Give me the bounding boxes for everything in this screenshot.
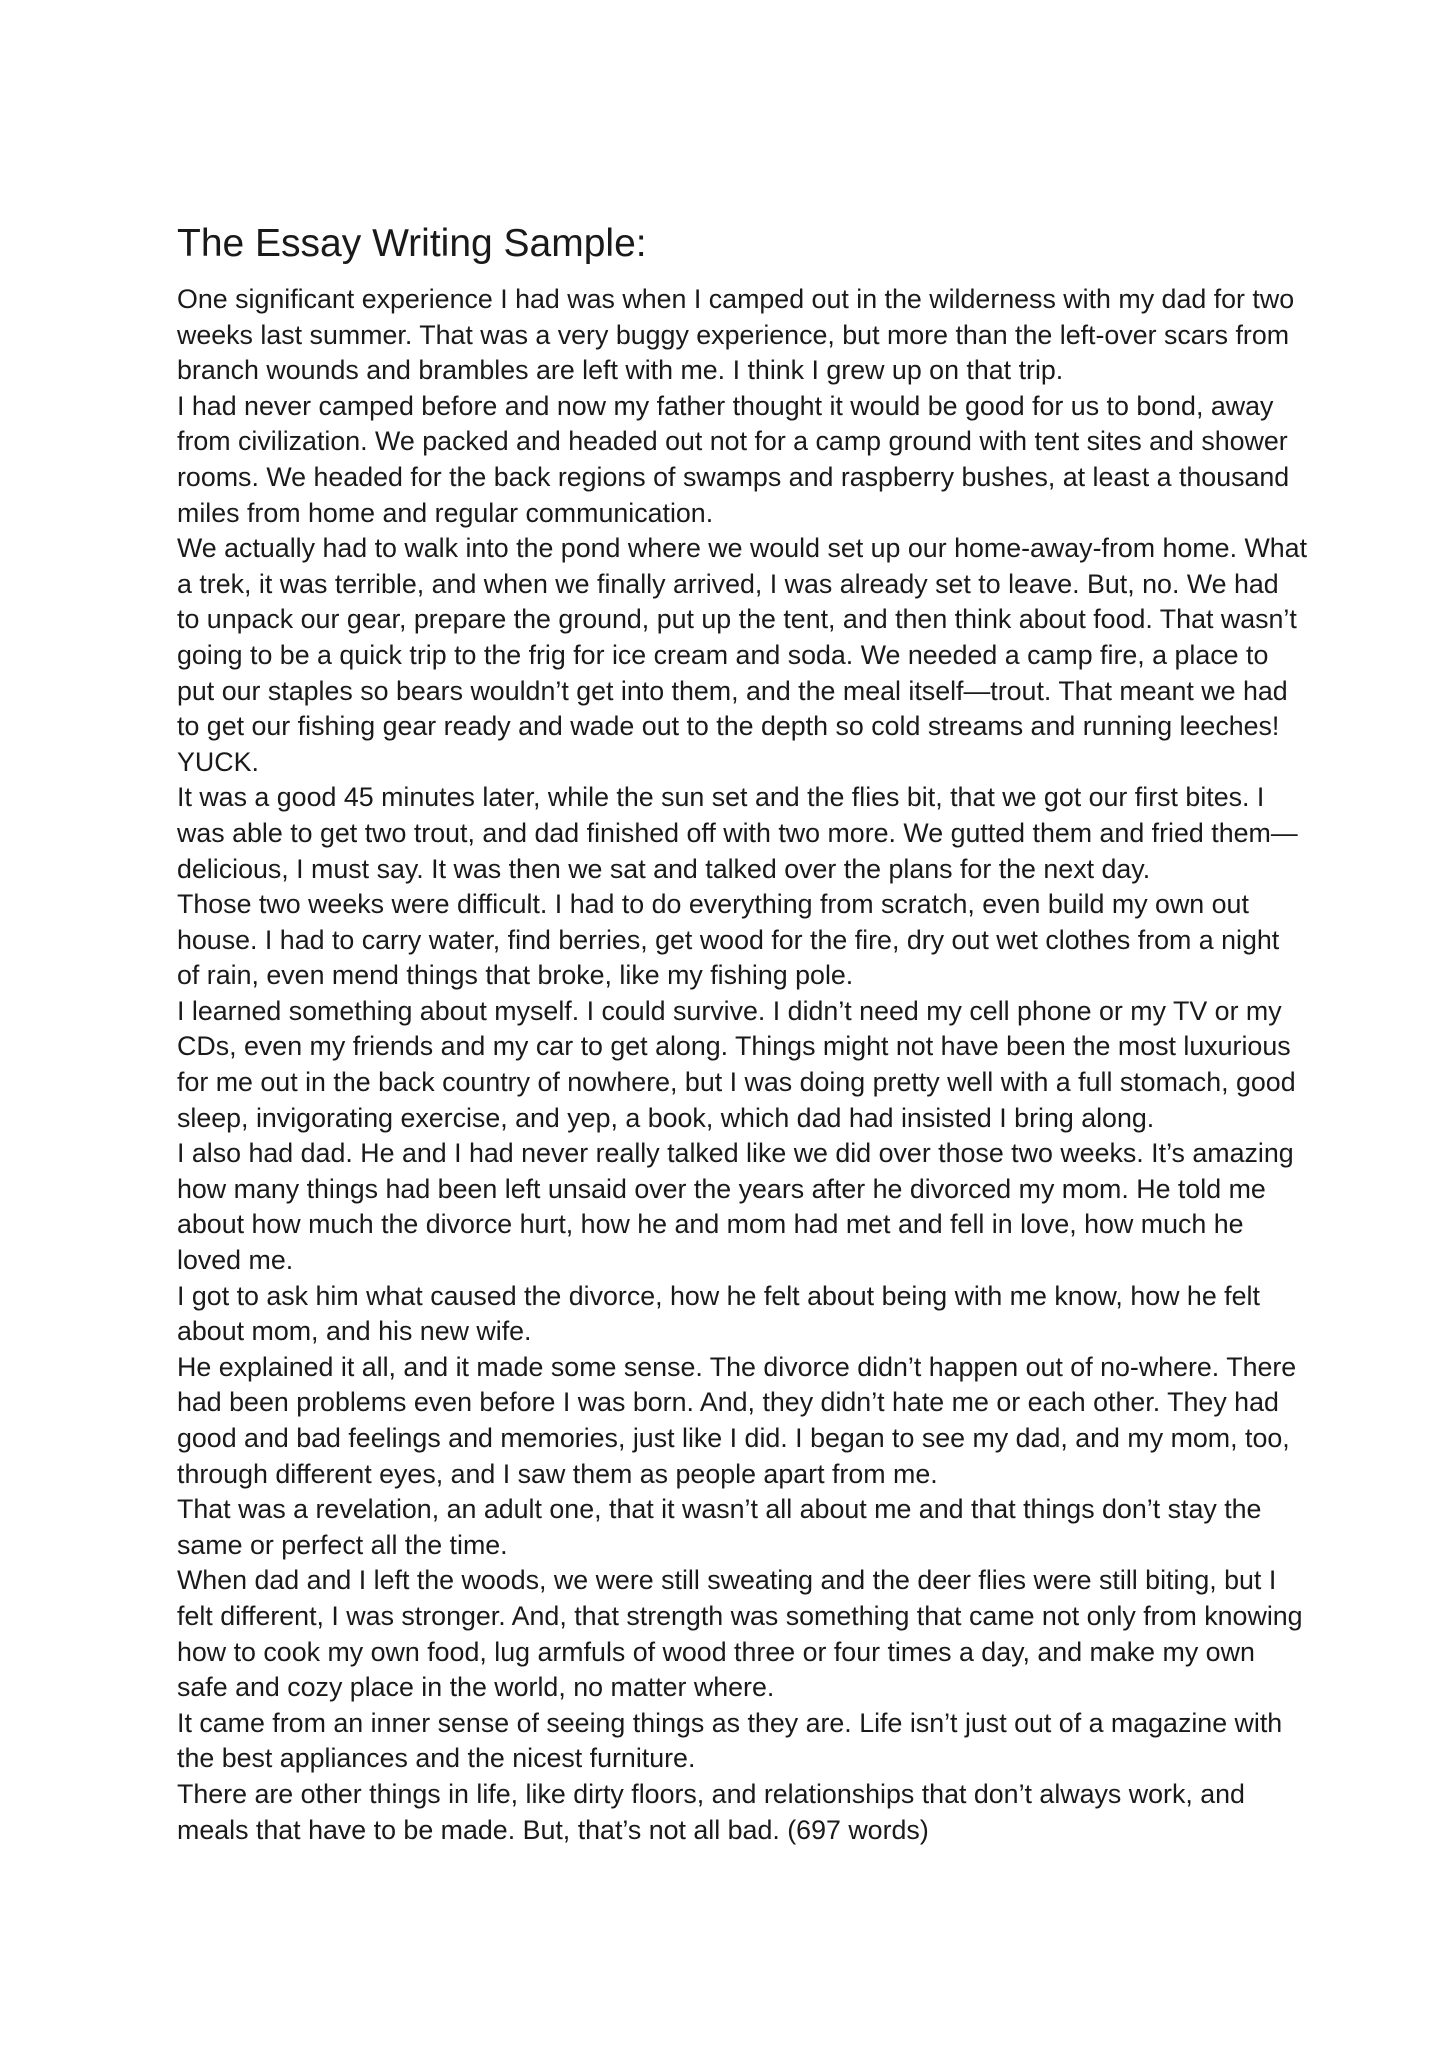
essay-paragraph-1: One significant experience I had was when I camped out in the wilderness with my dad for two weeks last summer. That was a very buggy experience, but more than the left-over scars from branch wounds and brambles are left with me. I think I grew up on that trip. <box>177 284 1295 386</box>
essay-paragraph-10: That was a revelation, an adult one, that it wasn’t all about me and that things don’t stay the same or perfect all the time. <box>177 1494 1262 1560</box>
essay-paragraph-2: I had never camped before and now my father thought it would be good for us to bond, away from civilization. We packed and headed out not for a camp ground with tent sites and shower rooms. We headed for the back regions of swamps and raspberry bushes, at least a thousand miles from home and regular communication. <box>177 390 1290 528</box>
essay-paragraph-7: I also had dad. He and I had never really talked like we did over those two weeks. It’s amazing how many things had been left unsaid over the years after he divorced my mom. He told me about how much the divorce hurt, how he and mom had met and fell in love, how much he loved me. <box>177 1138 1294 1276</box>
essay-paragraph-5: Those two weeks were difficult. I had to do everything from scratch, even build my own out house. I had to carry water, find berries, get wood for the fire, dry out wet clothes from a night of rain, even mend things that broke, like my fishing pole. <box>177 889 1280 991</box>
essay-paragraph-8: I got to ask him what caused the divorce, how he felt about being with me know, how he felt about mom, and his new wife. <box>177 1280 1260 1347</box>
essay-paragraph-4: It was a good 45 minutes later, while the sun set and the flies bit, that we got our first bites. I was able to get two trout, and dad finished off with two more. We gutted them and fried them—delicious, I must say. It was then we sat and talked over the plans for the next day. <box>177 782 1298 884</box>
essay-paragraph-9: He explained it all, and it made some sense. The divorce didn’t happen out of no-where. There had been problems even before I was born. And, they didn’t hate me or each other. They had good and bad feelings and memories, just like I did. I began to see my dad, and my mom, too, through different eyes, and I saw them as people apart from me. <box>177 1351 1297 1489</box>
essay-paragraph-11: When dad and I left the woods, we were still sweating and the deer flies were still biting, but I felt different, I was stronger. And, that strength was something that came not only from knowing how to cook my own food, lug armfuls of wood three or four times a day, and make my own safe and cozy place in the world, no matter where. <box>177 1565 1303 1703</box>
essay-paragraph-6: I learned something about myself. I could survive. I didn’t need my cell phone or my TV or my CDs, even my friends and my car to get along. Things might not have been the most luxurious for me out in the back country of nowhere, but I was doing pretty well with a full stomach, good sleep, invigorating exercise, and yep, a book, which dad had insisted I bring along. <box>177 995 1296 1133</box>
document-body <box>177 216 1307 1848</box>
essay-paragraph-12: It came from an inner sense of seeing things as they are. Life isn’t just out of a magazine with the best appliances and the nicest furniture. <box>177 1707 1283 1774</box>
essay-paragraph-13: There are other things in life, like dirty floors, and relationships that don’t always work, and meals that have to be made. But, that’s not all bad. (697 words) <box>177 1778 1245 1845</box>
essay-title: The Essay Writing Sample: <box>177 222 647 265</box>
essay-paragraph-3: We actually had to walk into the pond where we would set up our home-away-from home. What a trek, it was terrible, and when we finally arrived, I was already set to leave. But, no. We had to unpack our gear, prepare the ground, put up the tent, and then think about food. That wasn’t going to be a quick trip to the frig for ice cream and soda. We needed a camp fire, a place to put our staples so bears wouldn’t get into them, and the meal itself—trout. That meant we had to get our fishing gear ready and wade out to the depth so cold streams and running leeches! YUCK. <box>177 533 1308 777</box>
